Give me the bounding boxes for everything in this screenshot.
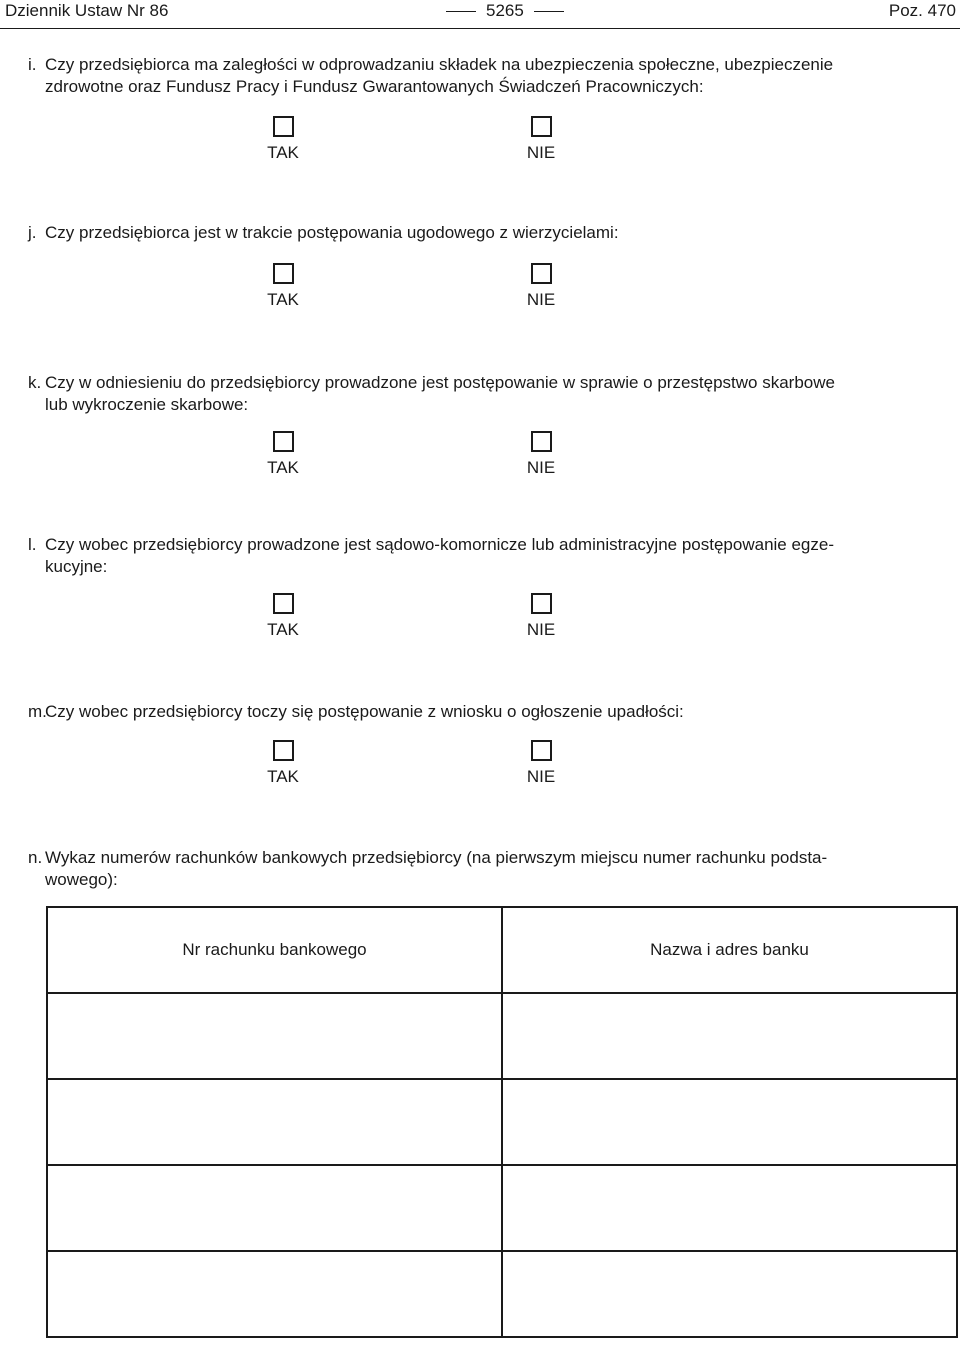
question-text-cont: zdrowotne oraz Fundusz Pracy i Fundusz Gwarantowanych Świadczeń Pracowniczych: bbox=[45, 77, 704, 96]
table-row bbox=[47, 1165, 957, 1251]
journal-title: Dziennik Ustaw Nr 86 bbox=[5, 1, 169, 20]
bank-name-cell[interactable] bbox=[502, 1165, 957, 1251]
bank-name-cell[interactable] bbox=[502, 993, 957, 1079]
checkbox[interactable] bbox=[531, 116, 552, 137]
page-header bbox=[0, 0, 960, 30]
option-tak-j[interactable]: TAK bbox=[253, 263, 313, 310]
option-tak-l[interactable]: TAK bbox=[253, 593, 313, 640]
option-tak-i[interactable]: TAK bbox=[253, 116, 313, 163]
bank-name-cell[interactable] bbox=[502, 1251, 957, 1337]
account-number-cell[interactable] bbox=[47, 993, 502, 1079]
header-rule bbox=[0, 28, 960, 29]
question-n: n. Wykaz numerów rachunków bankowych przedsiębiorcy (na pierwszym miejscu numer rachunku podsta- wowego): bbox=[28, 847, 958, 891]
checkbox[interactable] bbox=[531, 263, 552, 284]
question-k: k. Czy w odniesieniu do przedsiębiorcy prowadzone jest postępowanie w sprawie o przestępstwo skarbowe lub wykroczenie skarbowe: bbox=[28, 372, 958, 416]
option-nie-j[interactable]: NIE bbox=[511, 263, 571, 310]
question-j: j. Czy przedsiębiorca jest w trakcie postępowania ugodowego z wierzycielami: bbox=[28, 223, 619, 242]
column-header-account-number: Nr rachunku bankowego bbox=[47, 907, 502, 993]
question-text-cont: lub wykroczenie skarbowe: bbox=[45, 395, 249, 414]
question-text: Czy wobec przedsiębiorcy toczy się postępowanie z wniosku o ogłoszenie upadłości: bbox=[45, 702, 684, 721]
question-text: Czy przedsiębiorca jest w trakcie postępowania ugodowego z wierzycielami: bbox=[45, 223, 619, 242]
question-text: Czy przedsiębiorca ma zaległości w odprowadzaniu składek na ubezpieczenia społeczne, ubezpieczenie bbox=[45, 55, 834, 74]
checkbox[interactable] bbox=[531, 431, 552, 452]
option-nie-m[interactable]: NIE bbox=[511, 740, 571, 787]
question-text: Wykaz numerów rachunków bankowych przedsiębiorcy (na pierwszym miejscu numer rachunku podsta- bbox=[45, 848, 828, 867]
checkbox[interactable] bbox=[273, 593, 294, 614]
account-number-cell[interactable] bbox=[47, 1251, 502, 1337]
table-header-row bbox=[47, 907, 957, 993]
question-text-cont: wowego): bbox=[45, 870, 118, 889]
table-row bbox=[47, 1251, 957, 1337]
question-text: Czy wobec przedsiębiorcy prowadzone jest sądowo-komornicze lub administracyjne postępowanie egze- bbox=[45, 535, 835, 554]
column-header-bank-name: Nazwa i adres banku bbox=[502, 907, 957, 993]
question-text: Czy w odniesieniu do przedsiębiorcy prowadzone jest postępowanie w sprawie o przestępstwo skarbowe bbox=[45, 373, 835, 392]
bank-name-cell[interactable] bbox=[502, 1079, 957, 1165]
option-tak-m[interactable]: TAK bbox=[253, 740, 313, 787]
question-l: l. Czy wobec przedsiębiorcy prowadzone jest sądowo-komornicze lub administracyjne postępowanie egze- kucyjne: bbox=[28, 534, 958, 578]
question-i: i. Czy przedsiębiorca ma zaległości w odprowadzaniu składek na ubezpieczenia społeczne, ubezpieczenie zdrowotne oraz Fundusz Pracy i Fundusz Gwarantowanych Świadczeń Pracowniczych: bbox=[28, 54, 958, 98]
checkbox[interactable] bbox=[273, 263, 294, 284]
position-number: Poz. 470 bbox=[888, 1, 956, 20]
checkbox[interactable] bbox=[273, 740, 294, 761]
option-nie-k[interactable]: NIE bbox=[511, 431, 571, 478]
table-row bbox=[47, 1079, 957, 1165]
table-row bbox=[47, 993, 957, 1079]
option-nie-l[interactable]: NIE bbox=[511, 593, 571, 640]
checkbox[interactable] bbox=[531, 593, 552, 614]
checkbox[interactable] bbox=[273, 116, 294, 137]
bank-accounts-table bbox=[46, 906, 958, 1338]
page-number: 5265 bbox=[436, 1, 574, 21]
option-tak-k[interactable]: TAK bbox=[253, 431, 313, 478]
account-number-cell[interactable] bbox=[47, 1079, 502, 1165]
checkbox[interactable] bbox=[531, 740, 552, 761]
account-number-cell[interactable] bbox=[47, 1165, 502, 1251]
question-m: m.Czy wobec przedsiębiorcy toczy się postępowanie z wniosku o ogłoszenie upadłości: bbox=[28, 702, 684, 721]
question-text-cont: kucyjne: bbox=[45, 557, 108, 576]
option-nie-i[interactable]: NIE bbox=[511, 116, 571, 163]
checkbox[interactable] bbox=[273, 431, 294, 452]
